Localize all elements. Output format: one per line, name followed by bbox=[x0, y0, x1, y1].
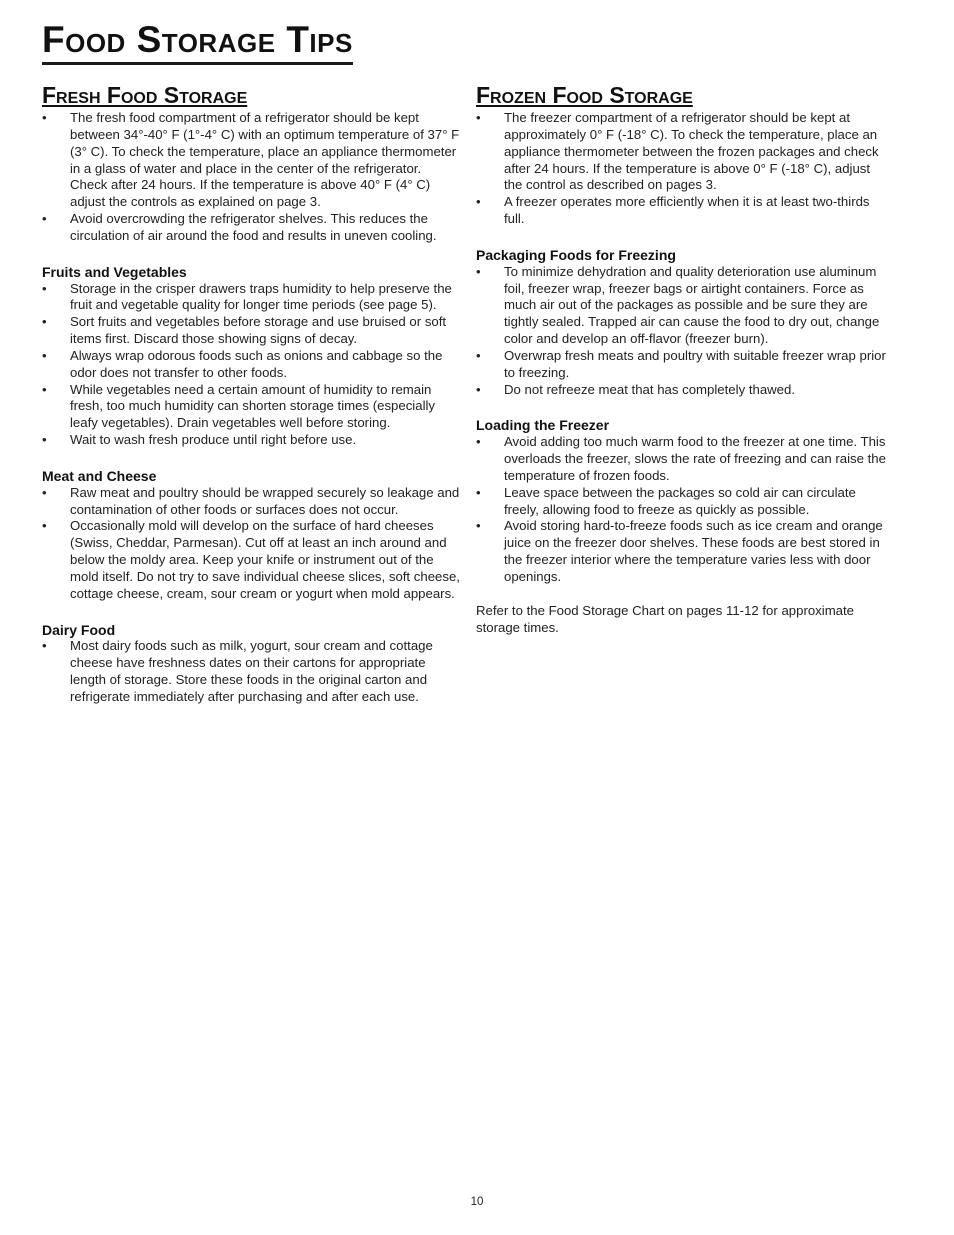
page-number: 10 bbox=[470, 1196, 484, 1208]
bullet-icon: • bbox=[476, 434, 481, 450]
list-item bbox=[42, 432, 460, 449]
bullet-icon: • bbox=[42, 347, 47, 363]
packaging-foods-list bbox=[476, 264, 891, 399]
bullet-icon: • bbox=[42, 432, 47, 448]
bullet-icon: • bbox=[476, 347, 481, 363]
list-item bbox=[42, 382, 460, 433]
meat-cheese-list bbox=[42, 485, 460, 603]
bullet-icon: • bbox=[42, 638, 47, 654]
page-title: Food Storage Tips bbox=[42, 18, 353, 65]
list-item-text: The fresh food compartment of a refrigerator should be kept between 34°-40° F (1°-4° C) with an optimum temperature of 37° F (3° C). To check the temperature, place an appliance thermometer in a glass of water and place in the center of the refrigerator. Check after 24 hours. If the temperature is above 40° F (4° C) adjust the controls as explained on page 3. bbox=[70, 110, 460, 210]
list-item-text: Sort fruits and vegetables before storage and use bruised or soft items first. Discard those showing signs of decay. bbox=[70, 314, 447, 347]
list-item bbox=[42, 485, 460, 519]
list-item bbox=[42, 638, 460, 705]
bullet-icon: • bbox=[42, 314, 47, 330]
list-item-text: Avoid overcrowding the refrigerator shelves. This reduces the circulation of air around the food and results in uneven cooling. bbox=[70, 211, 437, 243]
list-item-text: The freezer compartment of a refrigerator should be kept at approximately 0° F (-18° C). To check the temperature, place an appliance thermometer between the frozen packages and check after 24 hours. If the temperature is above 0° F (-18° C), adjust the control as described on pages 3. bbox=[504, 110, 879, 193]
packaging-foods-heading: Packaging Foods for Freezing bbox=[476, 246, 676, 263]
bullet-icon: • bbox=[476, 194, 481, 210]
bullet-icon: • bbox=[476, 518, 481, 534]
list-item-text: Raw meat and poultry should be wrapped securely so leakage and contamination of other foods or surfaces does not occur. bbox=[70, 484, 460, 517]
list-item-text: Most dairy foods such as milk, yogurt, sour cream and cottage cheese have freshness dates on their cartons for appropriate length of storage. Store these foods in the original carton and refrigerate immediately after purchasing and after each use. bbox=[70, 638, 433, 705]
list-item-text: Storage in the crisper drawers traps humidity to help preserve the fruit and vegetable quality for longer time periods (see page 5). bbox=[70, 280, 452, 313]
list-item bbox=[42, 110, 460, 211]
list-item-text: Overwrap fresh meats and poultry with suitable freezer wrap prior to freezing. bbox=[504, 347, 886, 380]
fresh-food-heading: Fresh Food Storage bbox=[42, 82, 248, 108]
bullet-icon: • bbox=[476, 110, 481, 125]
list-item bbox=[476, 194, 891, 228]
fruits-vegetables-list bbox=[42, 281, 460, 449]
list-item bbox=[476, 518, 891, 585]
list-item bbox=[42, 211, 460, 245]
list-item-text: Avoid adding too much warm food to the freezer at one time. This overloads the freezer, slows the rate of freezing and can raise the temperature of frozen foods. bbox=[504, 434, 886, 483]
list-item bbox=[476, 382, 891, 399]
list-item bbox=[476, 434, 891, 485]
list-item bbox=[476, 485, 891, 519]
list-item bbox=[42, 348, 460, 382]
list-item-text: Do not refreeze meat that has completely thawed. bbox=[504, 381, 796, 397]
bullet-icon: • bbox=[42, 518, 47, 534]
storage-chart-note: Refer to the Food Storage Chart on pages 11-12 for approximate storage times. bbox=[476, 602, 855, 635]
bullet-icon: • bbox=[42, 211, 47, 227]
meat-cheese-heading: Meat and Cheese bbox=[42, 467, 157, 484]
list-item-text: Occasionally mold will develop on the surface of hard cheeses (Swiss, Cheddar, Parmesan). Cut off at least an inch around and below the moldy area. Keep your knife or instrument out of the mold itself. Do not try to save individual cheese slices, soft cheese, cottage cheese, cream, sour cream or yogurt when mold appears. bbox=[70, 518, 460, 601]
list-item-text: Leave space between the packages so cold air can circulate freely, allowing food to freeze as quickly as possible. bbox=[504, 484, 856, 517]
list-item-text: While vegetables need a certain amount of humidity to remain fresh, too much humidity can shorten storage times (especially leafy vegetables). Drain vegetables well before storing. bbox=[70, 381, 436, 431]
fresh-food-column bbox=[42, 80, 460, 706]
bullet-icon: • bbox=[476, 263, 481, 279]
loading-freezer-heading: Loading the Freezer bbox=[476, 417, 610, 434]
list-item bbox=[476, 110, 891, 194]
frozen-food-heading: Frozen Food Storage bbox=[476, 82, 693, 108]
dairy-food-list bbox=[42, 638, 460, 705]
list-item bbox=[42, 314, 460, 348]
loading-freezer-list bbox=[476, 434, 891, 586]
list-item bbox=[476, 264, 891, 348]
list-item-text: To minimize dehydration and quality deterioration use aluminum foil, freezer wrap, freezer bags or airtight containers. Force as much air out of the packages as possible and be sure they are tightly sealed. Trapped air can cause the food to dry out, change color and develop an off-flavor (freezer burn). bbox=[504, 263, 880, 347]
fresh-food-intro-list bbox=[42, 110, 460, 245]
dairy-food-heading: Dairy Food bbox=[42, 621, 116, 638]
fruits-vegetables-heading: Fruits and Vegetables bbox=[42, 263, 187, 280]
bullet-icon: • bbox=[42, 110, 47, 125]
frozen-food-column bbox=[476, 80, 891, 637]
list-item-text: A freezer operates more efficiently when it is at least two-thirds full. bbox=[504, 194, 870, 227]
bullet-icon: • bbox=[476, 381, 481, 397]
list-item-text: Wait to wash fresh produce until right before use. bbox=[70, 432, 357, 448]
list-item-text: Always wrap odorous foods such as onions and cabbage so the odor does not transfer to other foods. bbox=[70, 347, 443, 380]
bullet-icon: • bbox=[476, 484, 481, 500]
bullet-icon: • bbox=[42, 484, 47, 500]
frozen-food-intro-list bbox=[476, 110, 891, 228]
list-item bbox=[42, 518, 460, 602]
bullet-icon: • bbox=[42, 280, 47, 296]
list-item-text: Avoid storing hard-to-freeze foods such as ice cream and orange juice on the freezer door shelves. These foods are best stored in the freezer interior where the temperature varies less with door openings. bbox=[504, 518, 883, 584]
list-item bbox=[476, 348, 891, 382]
bullet-icon: • bbox=[42, 381, 47, 397]
list-item bbox=[42, 281, 460, 315]
